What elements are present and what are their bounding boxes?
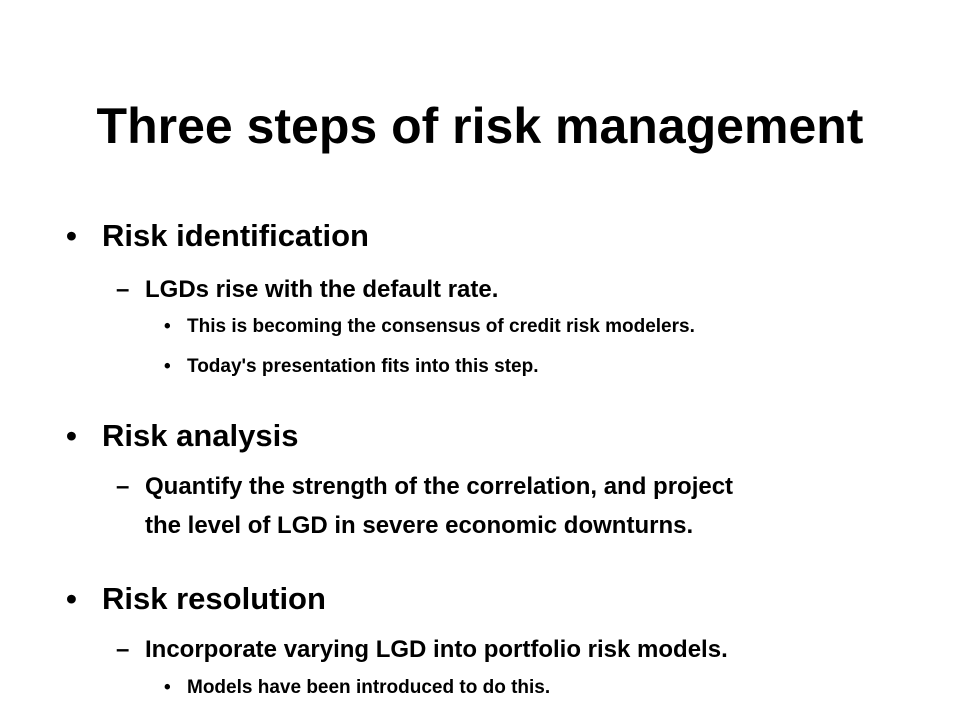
bullet-marker: • — [164, 356, 171, 377]
dash-marker: – — [116, 276, 130, 303]
bullet-label: Risk identification — [102, 218, 369, 253]
bullet-marker: • — [66, 581, 77, 616]
dash-marker: – — [116, 636, 130, 663]
sub-sub-bullet-text: Today's presentation fits into this step. — [187, 356, 539, 377]
bullet-marker: • — [164, 677, 171, 698]
bullet-label: Risk resolution — [102, 581, 326, 616]
slide-title: Three steps of risk management — [96, 98, 864, 154]
sub-bullet-text: Incorporate varying LGD into portfolio risk models. — [145, 636, 728, 663]
sub-bullet-text: LGDs rise with the default rate. — [145, 276, 499, 303]
bullet-marker: • — [164, 316, 171, 337]
bullet-label: Risk analysis — [102, 418, 299, 453]
sub-bullet-text: Quantify the strength of the correlation, and project — [145, 473, 734, 500]
bullet-marker: • — [66, 218, 77, 253]
bullet-marker: • — [66, 418, 77, 453]
dash-marker: – — [116, 473, 130, 500]
sub-bullet-text-continued: the level of LGD in severe economic downturns. — [145, 512, 694, 539]
sub-sub-bullet-text: Models have been introduced to do this. — [187, 677, 551, 698]
sub-sub-bullet-text: This is becoming the consensus of credit risk modelers. — [187, 316, 695, 337]
